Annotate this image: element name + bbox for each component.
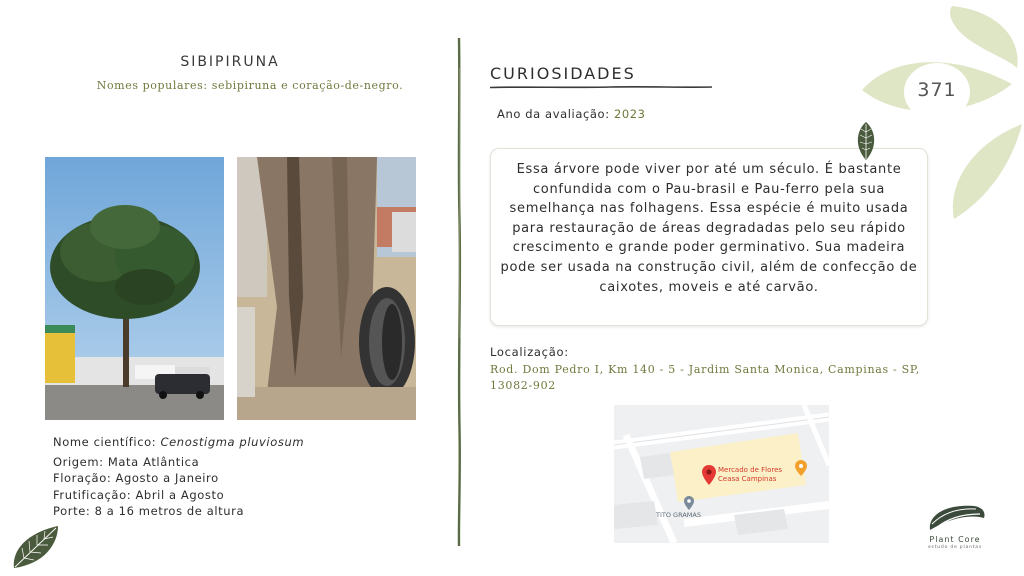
evaluation-year <box>497 107 646 121</box>
map-poi-label: TITO GRAMAS <box>656 511 701 519</box>
origin: Origem: Mata Atlântica <box>53 455 200 469</box>
scientific-name-label: Nome científico: <box>53 435 157 449</box>
trunk-photo <box>237 157 416 420</box>
curiosities-title: CURIOSIDADES <box>490 64 636 83</box>
plant-size: Porte: 8 a 16 metros de altura <box>53 504 245 518</box>
logo-name: Plant Core <box>929 535 981 544</box>
tree-photo-graphic <box>45 157 224 420</box>
trunk-photo-graphic <box>237 157 416 420</box>
badge-number: 371 <box>917 79 957 101</box>
map-pin-icon <box>702 465 716 485</box>
vertical-divider <box>455 38 463 546</box>
logo-tagline: estudo de plantas <box>927 545 982 550</box>
evaluation-year-label: Ano da avaliação: <box>497 107 610 121</box>
map-place-label <box>718 466 782 484</box>
evaluation-year-value: 2023 <box>613 107 646 121</box>
flowering: Floração: Agosto a Janeiro <box>53 471 219 485</box>
location-label: Localização: <box>490 345 569 359</box>
poi-pin-icon <box>684 496 694 510</box>
map-place-line2: Ceasa Campinas <box>718 475 777 483</box>
tree-photo <box>45 157 224 420</box>
scientific-name-value: Cenostigma pluviosum <box>160 435 305 449</box>
fruiting: Frutificação: Abril a Agosto <box>53 488 225 502</box>
leaf-icon <box>855 122 877 160</box>
popular-names: Nomes populares: sebipiruna e coração-de-negro. <box>96 79 404 92</box>
food-pin-icon <box>795 460 807 476</box>
title-underline <box>490 84 712 90</box>
scientific-name <box>53 435 304 449</box>
location-map[interactable] <box>614 405 829 543</box>
curiosities-text: Essa árvore pode viver por até um século. É bastante confundida com o Pau-brasil e Pau-ferro pela sua semelhança nas folhagens. Essa espécie é muito usada para restauração de áreas degradadas pelo seu rápido crescimento e grande poder germinativo. Sua madeira pode ser usada na construção civil, além de confecção de caixotes, moveis e até carvão. <box>500 162 918 295</box>
species-name: SIBIPIRUNA <box>180 54 280 70</box>
plant-core-logo <box>922 500 988 536</box>
map-place-line1: Mercado de Flores <box>718 466 783 474</box>
leaf-bottom-left-icon <box>10 524 62 570</box>
location-address: Rod. Dom Pedro I, Km 140 - 5 - Jardim Santa Monica, Campinas - SP, 13082-902 <box>490 363 920 392</box>
